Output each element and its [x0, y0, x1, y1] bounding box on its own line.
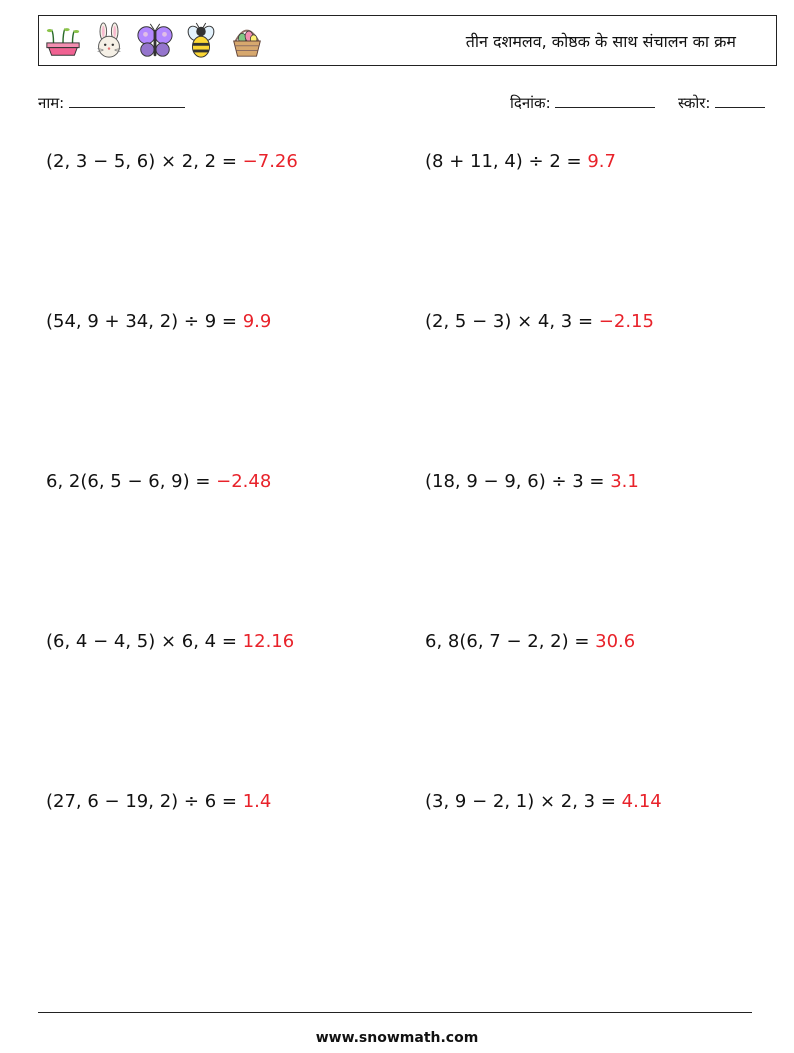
problem-4: [425, 311, 654, 332]
problem-answer: 1.4: [242, 791, 272, 812]
bunny-icon: [90, 22, 128, 60]
problem-answer: 4.14: [621, 791, 662, 812]
problem-2: [425, 151, 616, 172]
problem-answer: 3.1: [610, 471, 639, 492]
problem-answer: 9.9: [242, 311, 272, 332]
name-label: नाम:: [38, 94, 65, 112]
date-blank: [555, 93, 655, 108]
problem-expression: (3, 9 − 2, 1) × 2, 3 =: [425, 791, 622, 812]
problem-expression: (18, 9 − 9, 6) ÷ 3 =: [425, 471, 611, 492]
score-blank: [715, 93, 765, 108]
bee-icon: [182, 22, 220, 60]
egg-basket-icon: [228, 22, 266, 60]
problem-1: [46, 151, 298, 172]
date-label: दिनांक:: [510, 94, 551, 112]
problem-answer: −2.15: [598, 311, 654, 332]
problem-expression: (2, 3 − 5, 6) × 2, 2 =: [46, 151, 243, 172]
problem-7: [46, 631, 294, 652]
problem-expression: (2, 5 − 3) × 4, 3 =: [425, 311, 599, 332]
score-field: [678, 93, 765, 113]
problem-9: [46, 791, 271, 812]
problem-8: [425, 631, 635, 652]
problem-expression: (27, 6 − 19, 2) ÷ 6 =: [46, 791, 243, 812]
header-box: [38, 15, 777, 66]
problem-answer: 9.7: [587, 151, 616, 172]
problem-expression: (54, 9 + 34, 2) ÷ 9 =: [46, 311, 243, 332]
footer-divider: [38, 1012, 752, 1013]
problem-answer: 12.16: [242, 631, 295, 652]
seedling-planter-icon: [44, 22, 82, 60]
problem-expression: 6, 8(6, 7 − 2, 2) =: [425, 631, 596, 652]
problem-expression: (8 + 11, 4) ÷ 2 =: [425, 151, 588, 172]
problem-expression: (6, 4 − 4, 5) × 6, 4 =: [46, 631, 243, 652]
problem-expression: 6, 2(6, 5 − 6, 9) =: [46, 471, 217, 492]
problem-6: [425, 471, 639, 492]
name-field: [38, 93, 185, 113]
date-field: [510, 93, 655, 113]
problem-answer: 30.6: [595, 631, 636, 652]
problem-5: [46, 471, 271, 492]
problem-10: [425, 791, 662, 812]
problem-answer: −2.48: [216, 471, 272, 492]
score-label: स्कोर:: [678, 94, 711, 112]
name-blank: [69, 93, 185, 108]
worksheet-title: तीन दशमलव, कोष्ठक के साथ संचालन का क्रम: [465, 32, 736, 51]
problem-answer: −7.26: [242, 151, 298, 172]
icon-strip: [44, 22, 266, 60]
footer-url: www.snowmath.com: [315, 1030, 479, 1046]
butterfly-icon: [136, 22, 174, 60]
problem-3: [46, 311, 271, 332]
